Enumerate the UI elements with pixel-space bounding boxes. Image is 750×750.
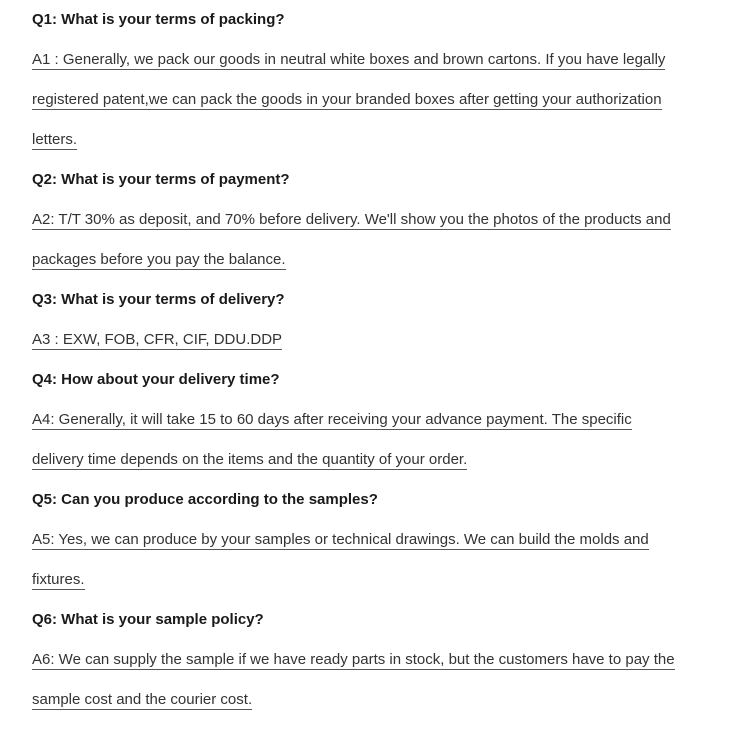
question-2: Q2: What is your terms of payment? <box>32 171 290 188</box>
faq-item-4 <box>32 360 722 480</box>
answer-4-line-1: A4: Generally, it will take 15 to 60 days after receiving your advance payment. The specific <box>32 411 632 428</box>
answer-1-line-2: registered patent,we can pack the goods in your branded boxes after getting your authorization <box>32 91 662 108</box>
faq-item-6 <box>32 600 722 720</box>
answer-3-line-1: A3 : EXW, FOB, CFR, CIF, DDU.DDP <box>32 331 283 348</box>
answer-3 <box>32 320 722 360</box>
question-1: Q1: What is your terms of packing? <box>32 11 285 28</box>
answer-2-line-1: A2: T/T 30% as deposit, and 70% before delivery. We'll show you the photos of the products and <box>32 211 671 228</box>
question-3: Q3: What is your terms of delivery? <box>32 291 285 308</box>
answer-6-line-1: A6: We can supply the sample if we have ready parts in stock, but the customers have to pay the <box>32 651 675 668</box>
answer-5 <box>32 520 722 600</box>
faq-item-5 <box>32 480 722 600</box>
answer-4-line-2: delivery time depends on the items and the quantity of your order. <box>32 451 468 468</box>
answer-6 <box>32 640 722 720</box>
answer-2 <box>32 200 722 280</box>
answer-5-line-1: A5: Yes, we can produce by your samples or technical drawings. We can build the molds and <box>32 531 649 548</box>
answer-6-line-2: sample cost and the courier cost. <box>32 691 253 708</box>
answer-1-line-3: letters. <box>32 131 78 148</box>
answer-4 <box>32 400 722 480</box>
question-4: Q4: How about your delivery time? <box>32 371 280 388</box>
faq-item-1 <box>32 0 722 160</box>
answer-1 <box>32 40 722 160</box>
faq-item-2 <box>32 160 722 280</box>
question-6: Q6: What is your sample policy? <box>32 611 264 628</box>
faq-item-3 <box>32 280 722 360</box>
answer-5-line-2: fixtures. <box>32 571 85 588</box>
question-5: Q5: Can you produce according to the samples? <box>32 491 378 508</box>
answer-2-line-2: packages before you pay the balance. <box>32 251 286 268</box>
answer-1-line-1: A1 : Generally, we pack our goods in neutral white boxes and brown cartons. If you have legally <box>32 51 666 68</box>
faq-list <box>32 0 722 720</box>
